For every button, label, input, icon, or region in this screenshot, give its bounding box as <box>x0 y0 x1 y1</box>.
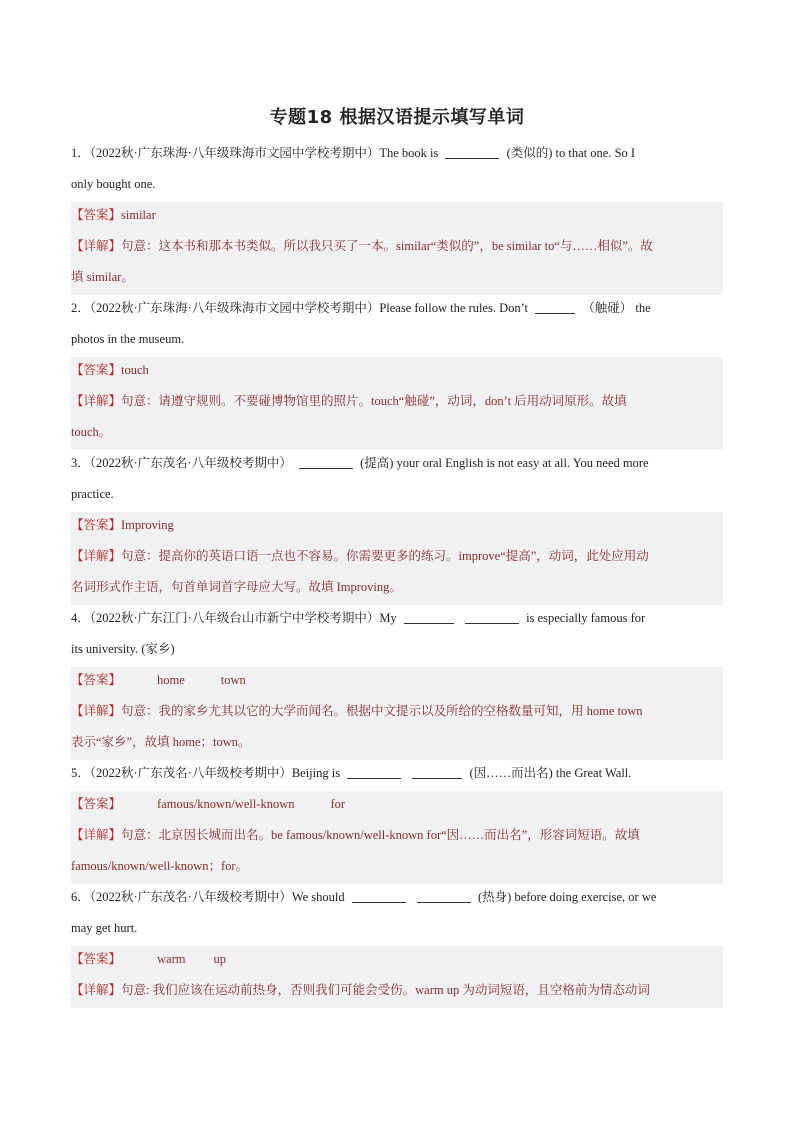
question-5-text: 5．（2022秋·广东茂名·八年级校考期中）Beijing is <box>71 766 341 780</box>
detail-2 <box>71 388 723 419</box>
detail-6 <box>71 977 723 1008</box>
detail-text: 句意：北京因长城而出名。be famous/known/well-known for“因……而出名”，形容词短语。故填 <box>121 828 640 842</box>
question-list <box>71 140 723 1008</box>
detail-5 <box>71 822 723 853</box>
answer-1 <box>71 202 723 233</box>
question-1 <box>71 140 723 171</box>
detail-label: 【详解】 <box>71 983 122 997</box>
answer-value: home <box>157 673 185 687</box>
detail-4 <box>71 698 723 729</box>
answer-label: 【答案】 <box>71 952 122 966</box>
answer-value: Improving <box>121 518 174 532</box>
question-5-hint: (因……而出名) the Great Wall. <box>469 766 632 780</box>
detail-label: 【详解】 <box>71 394 122 408</box>
detail-1 <box>71 233 723 264</box>
answer-5 <box>71 791 723 822</box>
answer-4 <box>71 667 723 698</box>
detail-4-cont: 表示“家乡”，故填 home；town。 <box>71 729 723 760</box>
question-2 <box>71 295 723 326</box>
detail-text: 句意: 我们应该在运动前热身，否则我们可能会受伤。warm up 为动词短语，且空格前为情态动词 <box>121 983 650 997</box>
detail-text: 句意：这本书和那本书类似。所以我只买了一本。similar“类似的”，be similar to“与……相似”。故 <box>121 239 653 253</box>
question-6 <box>71 884 723 915</box>
question-1-hint: (类似的) to that one. So I <box>506 146 636 160</box>
question-3-text: 3．（2022秋·广东茂名·八年级校考期中） <box>71 456 292 470</box>
question-3-cont: practice. <box>71 487 114 501</box>
answer-blank <box>535 299 575 314</box>
question-6-cont: may get hurt. <box>71 921 138 935</box>
question-4-hint: is especially famous for <box>526 611 646 625</box>
detail-text: 句意：请遵守规则。不要碰博物馆里的照片。touch“触碰”，动词，don’t 后用动词原形。故填 <box>121 394 627 408</box>
answer-blank <box>465 609 519 624</box>
question-6-text: 6．（2022秋·广东茂名·八年级校考期中）We should <box>71 890 345 904</box>
detail-label: 【详解】 <box>71 828 122 842</box>
answer-value: for <box>330 797 346 811</box>
question-5 <box>71 760 723 791</box>
answer-blank <box>347 764 401 779</box>
detail-text: 句意：我的家乡尤其以它的大学而闻名。根据中文提示以及所给的空格数量可知，用 home town <box>121 704 643 718</box>
answer-value: similar <box>121 208 156 222</box>
answer-value: touch <box>121 363 149 377</box>
answer-value: warm <box>157 952 186 966</box>
answer-value: famous/known/well-known <box>157 797 295 811</box>
answer-label: 【答案】 <box>71 797 122 811</box>
question-2-cont: photos in the museum. <box>71 332 185 346</box>
answer-blank <box>352 888 406 903</box>
answer-label: 【答案】 <box>71 208 122 222</box>
detail-5-cont: famous/known/well-known；for。 <box>71 853 723 884</box>
detail-label: 【详解】 <box>71 549 122 563</box>
answer-value: town <box>220 673 246 687</box>
detail-1-cont: 填 similar。 <box>71 264 723 295</box>
answer-3 <box>71 512 723 543</box>
answer-value: up <box>213 952 226 966</box>
answer-blank <box>299 454 353 469</box>
detail-2-cont: touch。 <box>71 419 723 450</box>
question-4 <box>71 605 723 636</box>
question-1-cont: only bought one. <box>71 177 156 191</box>
question-3 <box>71 450 723 481</box>
question-4-cont: its university. (家乡) <box>71 642 175 656</box>
answer-label: 【答案】 <box>71 673 122 687</box>
detail-label: 【详解】 <box>71 704 122 718</box>
answer-2 <box>71 357 723 388</box>
detail-3-cont: 名词形式作主语，句首单词首字母应大写。故填 Improving。 <box>71 574 723 605</box>
question-3-hint: (提高) your oral English is not easy at all. You need more <box>360 456 649 470</box>
detail-3 <box>71 543 723 574</box>
answer-blank <box>404 609 454 624</box>
answer-blank <box>412 764 462 779</box>
question-6-hint: (热身) before doing exercise, or we <box>478 890 657 904</box>
question-2-text: 2．（2022秋·广东珠海·八年级珠海市文园中学校考期中）Please follow the rules. Don’t <box>71 301 529 315</box>
detail-label: 【详解】 <box>71 239 122 253</box>
answer-label: 【答案】 <box>71 363 122 377</box>
page-title: 专题18 根据汉语提示填写单词 <box>269 107 525 128</box>
answer-blank <box>445 144 499 159</box>
answer-6 <box>71 946 723 977</box>
question-4-text: 4．（2022秋·广东江门·八年级台山市新宁中学校考期中）My <box>71 611 397 625</box>
question-1-text: 1．（2022秋·广东珠海·八年级珠海市文园中学校考期中）The book is <box>71 146 439 160</box>
question-2-hint: （触碰） the <box>582 301 651 315</box>
answer-label: 【答案】 <box>71 518 122 532</box>
answer-blank <box>417 888 471 903</box>
detail-text: 句意：提高你的英语口语一点也不容易。你需要更多的练习。improve“提高”，动词，此处应用动 <box>121 549 649 563</box>
